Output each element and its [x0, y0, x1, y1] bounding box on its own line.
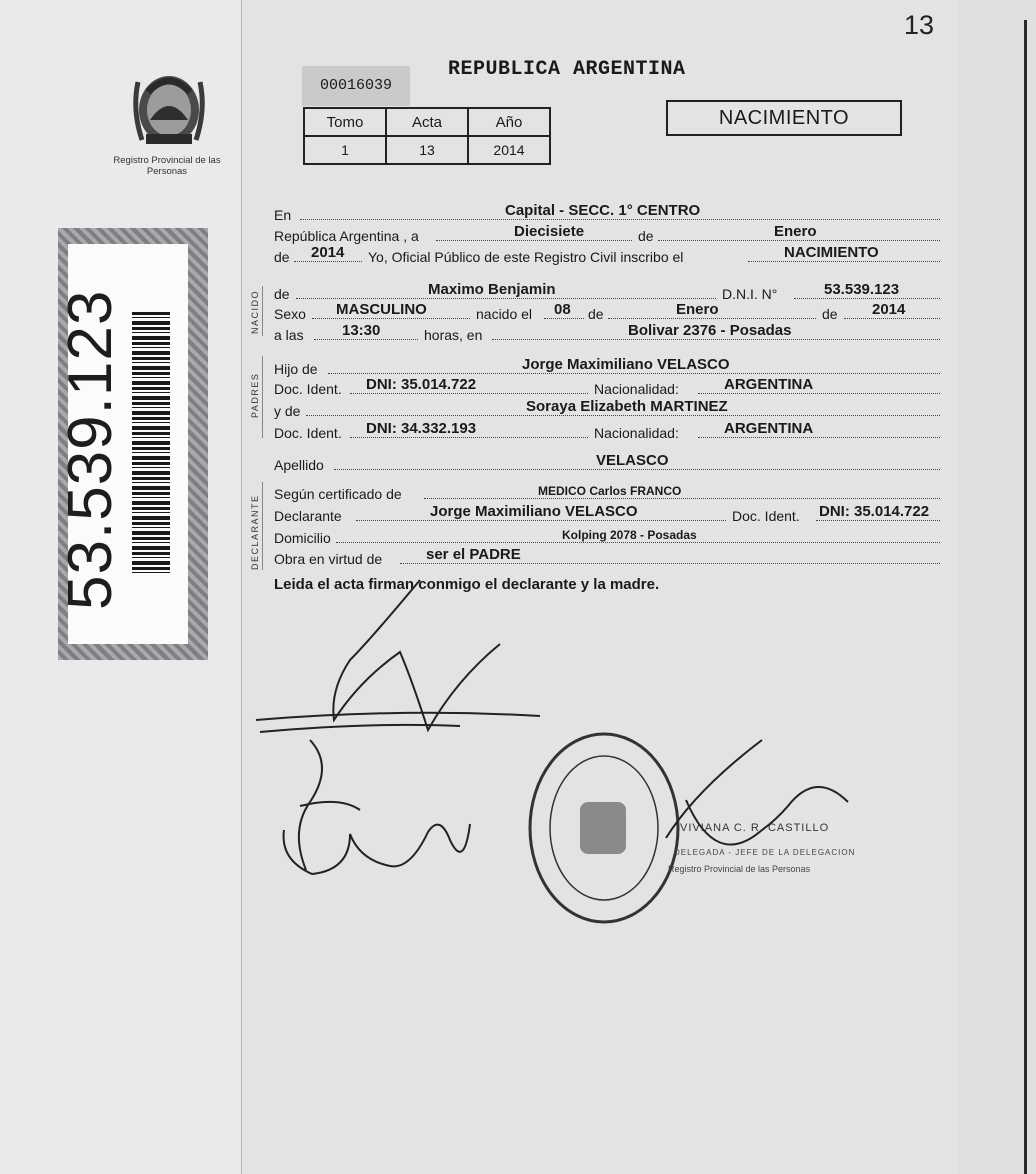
- row-oficial: [274, 245, 942, 265]
- anio-header: Año: [468, 108, 550, 136]
- row-sexo: [274, 302, 942, 322]
- dotted-line: [794, 298, 940, 299]
- obra-label: Obra en virtud de: [274, 551, 383, 567]
- dni-value: 53.539.123: [824, 281, 900, 298]
- serial-number: 00016039: [302, 66, 410, 106]
- dotted-line: [492, 339, 940, 340]
- nombre-value: Maximo Benjamin: [428, 281, 556, 298]
- dotted-line: [608, 318, 816, 319]
- row-apellido: [274, 453, 942, 473]
- nac2-label: Nacionalidad:: [594, 425, 679, 441]
- closing-text: Leida el acta firman conmigo el declarante y la madre.: [274, 576, 660, 593]
- horas-label: horas, en: [424, 327, 483, 343]
- anio-value: 2014: [468, 136, 550, 164]
- domicilio-value: Kolping 2078 - Posadas: [562, 528, 697, 542]
- side-label-padres: PADRES: [250, 372, 260, 418]
- official-name: VIVIANA C. R. CASTILLO: [680, 822, 830, 834]
- domicilio-label: Domicilio: [274, 530, 331, 546]
- acta-type-box: NACIMIENTO: [666, 100, 902, 136]
- row-doc-padre: [274, 377, 942, 397]
- dotted-line: [312, 318, 470, 319]
- nac-mes-value: Enero: [676, 301, 719, 318]
- dotted-line: [424, 498, 940, 499]
- tomo-acta-anio-table: [303, 107, 551, 165]
- hora-value: 13:30: [342, 322, 381, 339]
- obra-value: ser el PADRE: [426, 546, 521, 563]
- declarante-value: Jorge Maximiliano VELASCO: [430, 503, 638, 520]
- row-hijo: [274, 357, 942, 377]
- dia-value: Diecisiete: [514, 223, 585, 240]
- row-obra: [274, 547, 942, 567]
- official-title: DELEGADA - JEFE DE LA DELEGACION: [674, 848, 856, 857]
- registry-label: Registro Provincial de las Personas: [113, 155, 221, 177]
- nac-de2-label: de: [822, 306, 838, 322]
- row-hora: [274, 323, 942, 343]
- apellido-value: VELASCO: [596, 452, 669, 469]
- dotted-line: [296, 298, 716, 299]
- row-madre: [274, 399, 942, 419]
- bracket-declarante: [262, 482, 268, 570]
- republica-label: República Argentina , a: [274, 228, 419, 244]
- side-label-nacido: NACIDO: [250, 289, 260, 334]
- alas-label: a las: [274, 327, 304, 343]
- dotted-line: [400, 563, 940, 564]
- row-domicilio: [274, 526, 942, 546]
- anio-value: 2014: [311, 244, 345, 261]
- row-en: [274, 203, 942, 223]
- apellido-label: Apellido: [274, 457, 324, 473]
- acta-value: 13: [386, 136, 468, 164]
- sexo-label: Sexo: [274, 306, 306, 322]
- barcode-icon: [132, 312, 170, 574]
- nombre-label: de: [274, 286, 290, 302]
- page-number: 13: [904, 10, 935, 40]
- doc2-label: Doc. Ident.: [274, 425, 342, 441]
- nac-de-label: de: [588, 306, 604, 322]
- tomo-header: Tomo: [304, 108, 386, 136]
- dotted-line: [350, 393, 588, 394]
- de2-label: de: [274, 249, 290, 265]
- declarante-label: Declarante: [274, 508, 342, 524]
- country-heading: REPUBLICA ARGENTINA: [448, 58, 686, 81]
- dotted-line: [328, 373, 940, 374]
- dotted-line: [436, 240, 632, 241]
- province-emblem-icon: [128, 62, 210, 154]
- certificado-label: Según certificado de: [274, 486, 402, 502]
- nacido-label: nacido el: [476, 306, 533, 322]
- dotted-line: [658, 240, 940, 241]
- inscribo-value: NACIMIENTO: [784, 244, 879, 261]
- row-certificado: [274, 482, 942, 502]
- acta-header: Acta: [386, 108, 468, 136]
- doc3-label: Doc. Ident.: [732, 508, 800, 524]
- dotted-line: [314, 339, 418, 340]
- oficial-text: Yo, Oficial Público de este Registro Civil inscribo el: [368, 249, 684, 265]
- dotted-line: [698, 437, 940, 438]
- tomo-value: 1: [304, 136, 386, 164]
- dotted-line: [306, 415, 940, 416]
- dotted-line: [698, 393, 940, 394]
- doc1-label: Doc. Ident.: [274, 381, 342, 397]
- row-declarante: [274, 504, 942, 524]
- certificado-value: MEDICO Carlos FRANCO: [538, 484, 682, 498]
- dotted-line: [356, 520, 726, 521]
- dotted-line: [300, 219, 940, 220]
- sexo-value: MASCULINO: [336, 301, 427, 318]
- dotted-line: [336, 542, 940, 543]
- dni-label: D.N.I. N°: [722, 286, 778, 302]
- madre-value: Soraya Elizabeth MARTINEZ: [526, 398, 728, 415]
- doc2-value: DNI: 34.332.193: [366, 420, 477, 437]
- sticker-dni-number: 53.539.123: [56, 289, 125, 610]
- doc1-value: DNI: 35.014.722: [366, 376, 477, 393]
- bracket-padres: [262, 356, 268, 438]
- de-label: de: [638, 228, 654, 244]
- dotted-line: [816, 520, 940, 521]
- yde-label: y de: [274, 403, 301, 419]
- official-org: Registro Provincial de las Personas: [668, 864, 811, 874]
- signature-declarante: [250, 570, 550, 900]
- dotted-line: [294, 261, 362, 262]
- dotted-line: [350, 437, 588, 438]
- en-label: En: [274, 207, 292, 223]
- nac1-label: Nacionalidad:: [594, 381, 679, 397]
- dotted-line: [748, 261, 940, 262]
- en-value: Capital - SECC. 1° CENTRO: [505, 202, 701, 219]
- page-edge-line: [1024, 20, 1027, 1174]
- row-republica: [274, 224, 942, 244]
- nac-dia-value: 08: [554, 301, 571, 318]
- hijo-label: Hijo de: [274, 361, 318, 377]
- dotted-line: [844, 318, 940, 319]
- doc3-value: DNI: 35.014.722: [819, 503, 930, 520]
- nac1-value: ARGENTINA: [724, 376, 814, 393]
- mes-value: Enero: [774, 223, 817, 240]
- side-label-declarante: DECLARANTE: [250, 494, 260, 570]
- dotted-line: [334, 469, 940, 470]
- lugar-value: Bolivar 2376 - Posadas: [628, 322, 792, 339]
- bracket-nacido: [262, 286, 268, 336]
- row-doc-madre: [274, 421, 942, 441]
- padre-value: Jorge Maximiliano VELASCO: [522, 356, 730, 373]
- row-nombre: [274, 282, 942, 302]
- nac-anio-value: 2014: [872, 301, 906, 318]
- nac2-value: ARGENTINA: [724, 420, 814, 437]
- dotted-line: [544, 318, 584, 319]
